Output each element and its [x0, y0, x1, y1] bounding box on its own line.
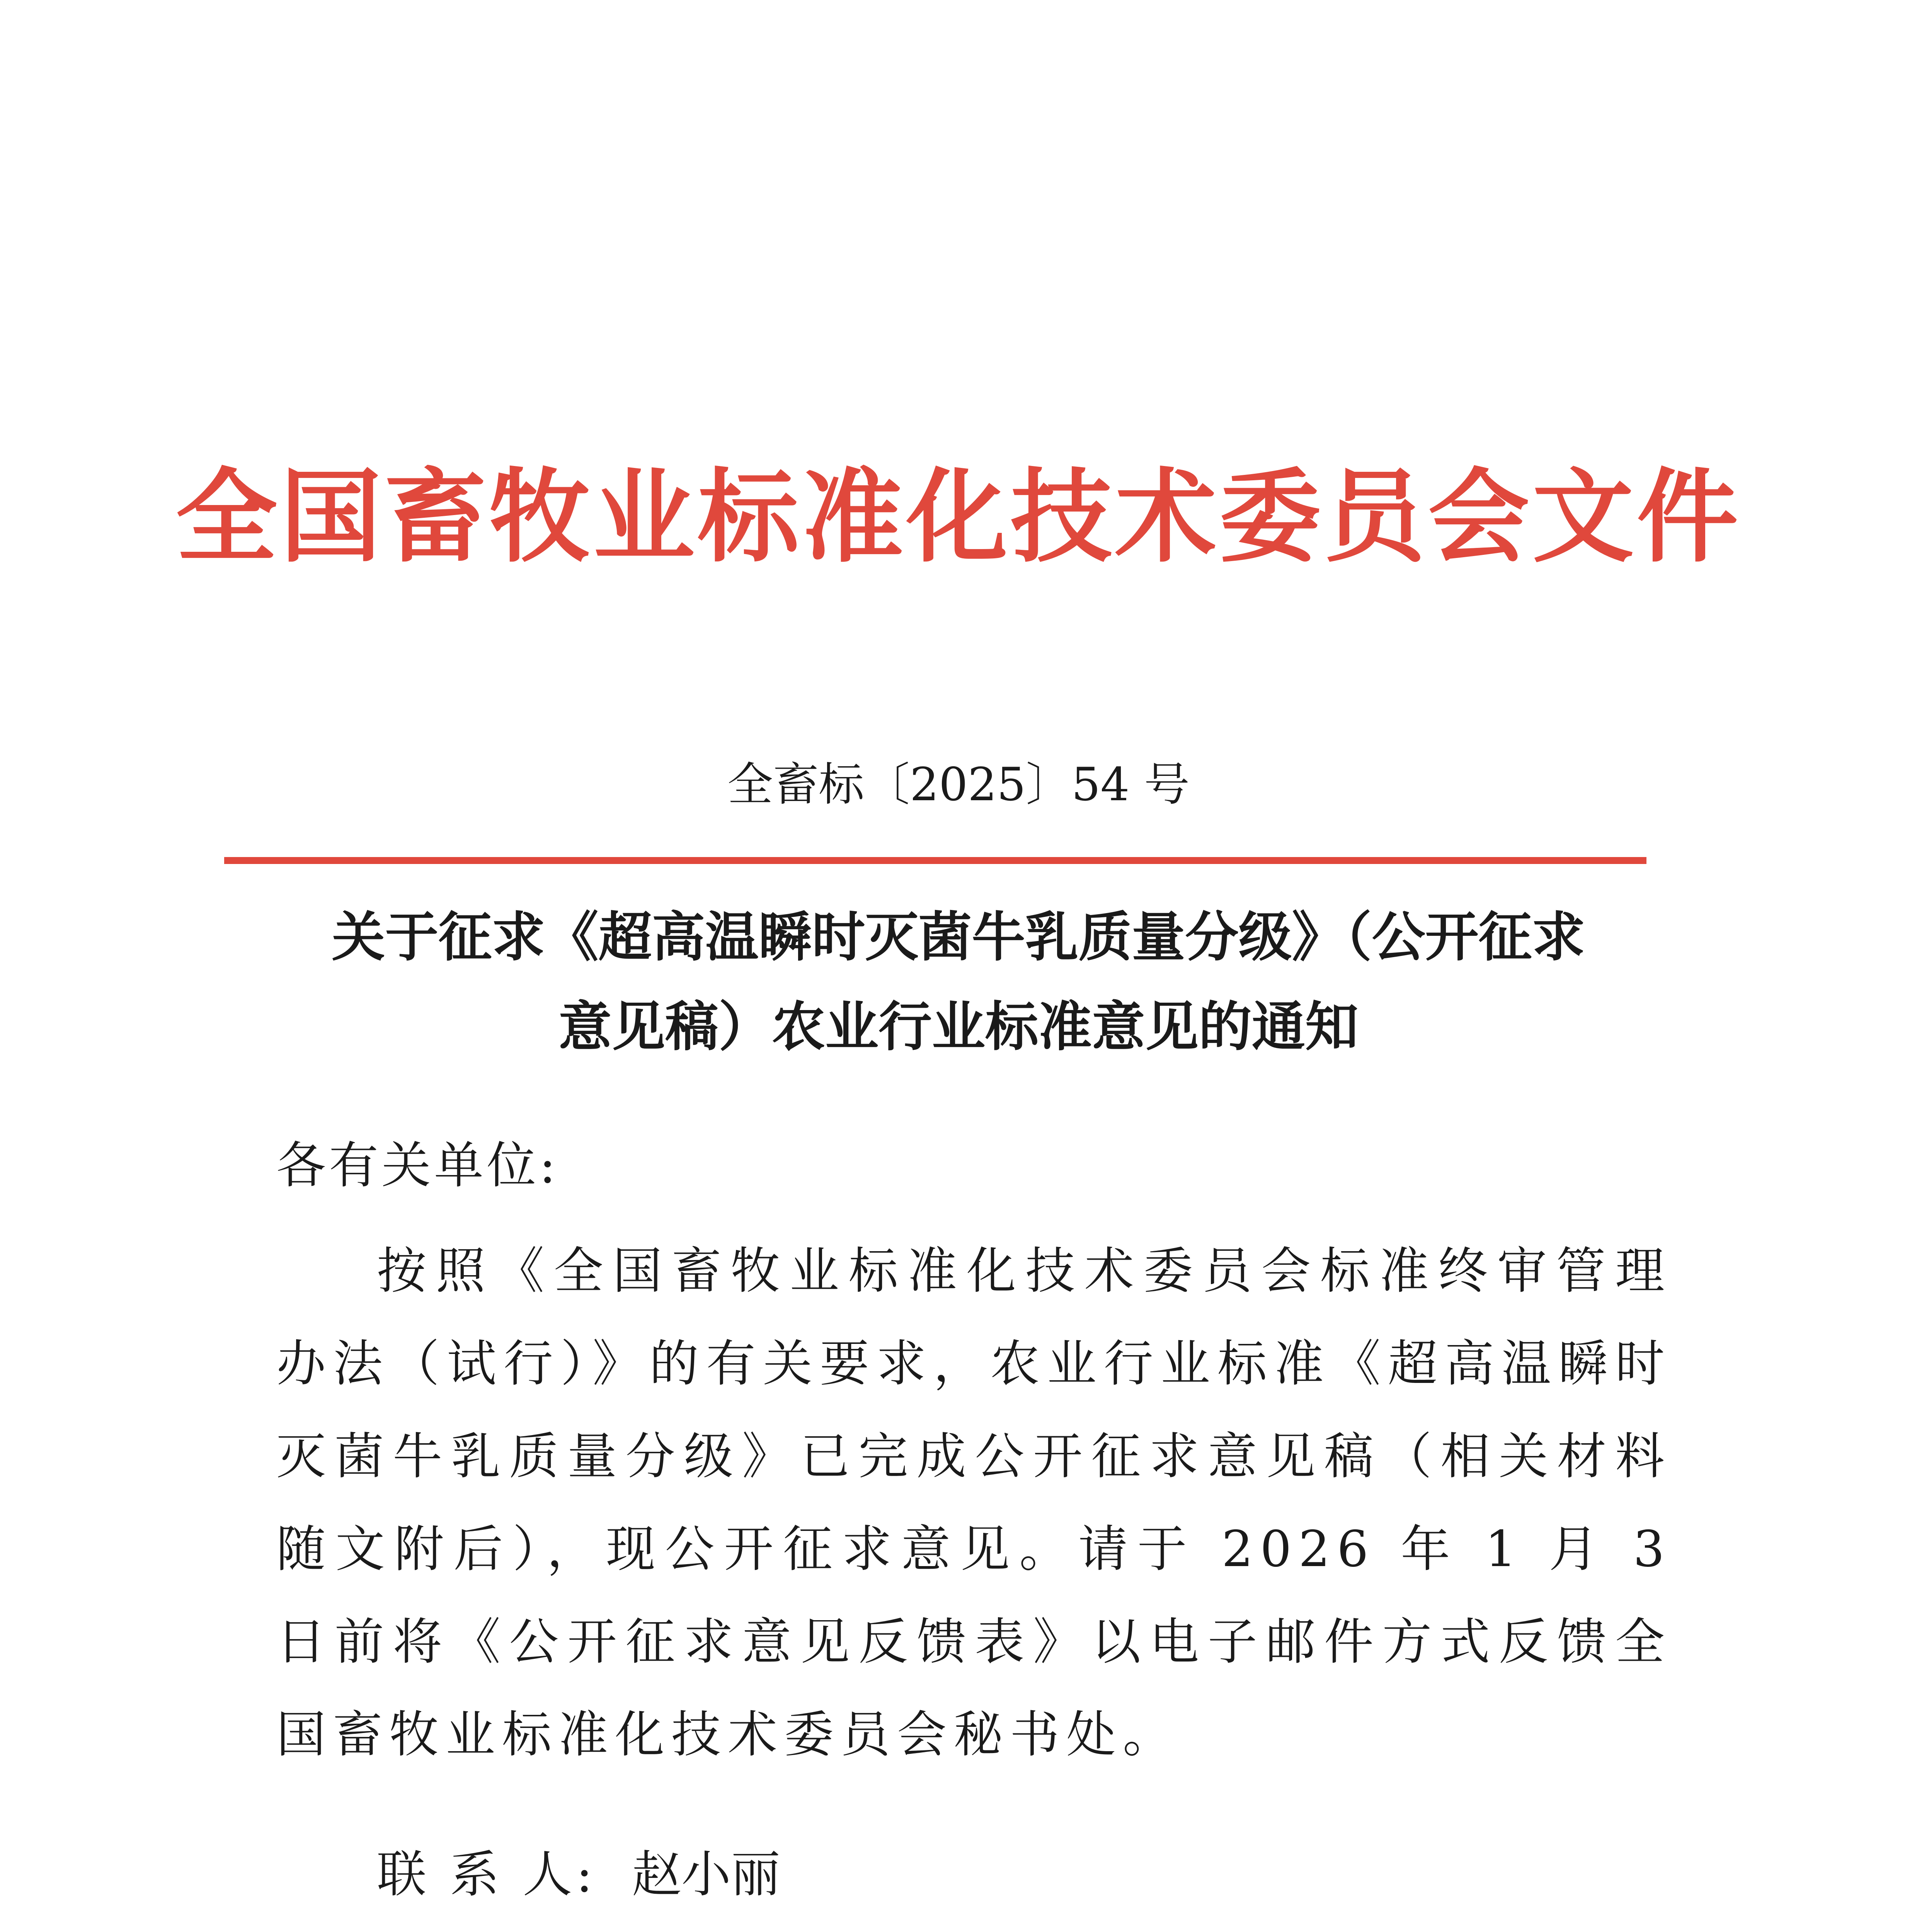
notice-title-line-2: 意见稿）农业行业标准意见的通知	[558, 996, 1359, 1058]
notice-title	[216, 893, 1701, 1072]
red-divider-line	[224, 857, 1646, 864]
issuer-banner: 全国畜牧业标准化技术委员会文件	[176, 457, 1741, 576]
salutation: 各有关单位:	[276, 1137, 559, 1194]
contact-person-value: 赵小丽	[632, 1846, 781, 1903]
document-number: 全畜标〔2025〕54 号	[727, 758, 1190, 811]
body-paragraph: 按照《全国畜牧业标准化技术委员会标准终审管理办法（试行）》的有关要求，农业行业标准《超高温瞬时灭菌牛乳质量分级》已完成公开征求意见稿（相关材料随文附后），现公开征求意见。请于 2026 年 1 月 3 日前将《公开征求意见反馈表》以电子邮件方式反馈全国畜牧业标准化技术委员会秘书处。	[276, 1242, 1672, 1764]
contact-person-label: 联 系 人:	[377, 1846, 597, 1903]
notice-title-line-1: 关于征求《超高温瞬时灭菌牛乳质量分级》（公开征求	[332, 906, 1585, 968]
contact-person-row	[377, 1845, 780, 1905]
